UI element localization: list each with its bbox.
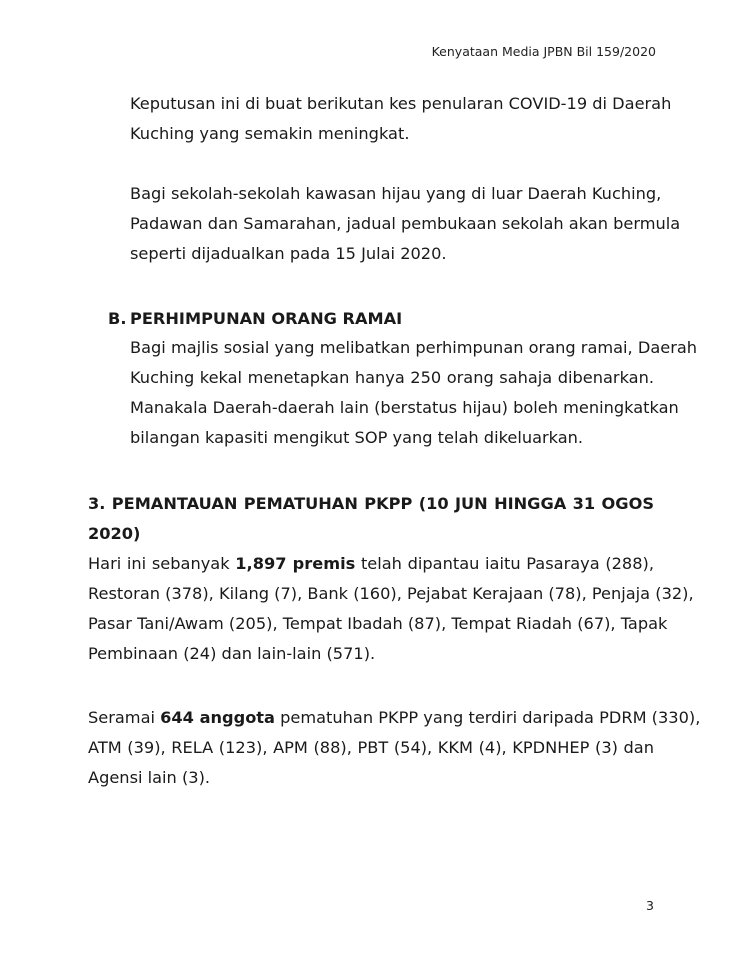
section-3-heading	[88, 489, 654, 549]
text-line	[88, 703, 701, 733]
text-segment: telah dipantau iaitu Pasaraya (288),	[355, 554, 654, 573]
section-3-heading-line: 3. PEMANTAUAN PEMATUHAN PKPP (10 JUN HINGGA 31 OGOS	[88, 494, 654, 513]
text-segment: Seramai	[88, 708, 161, 727]
text-line: Pasar Tani/Awam (205), Tempat Ibadah (87), Tempat Riadah (67), Tapak	[88, 614, 668, 633]
text-line	[88, 549, 654, 579]
text-line: bilangan kapasiti mengikut SOP yang telah dikeluarkan.	[130, 428, 584, 447]
text-line: Pembinaan (24) dan lain-lain (571).	[88, 644, 376, 663]
section-3-members-paragraph	[88, 703, 701, 793]
text-line: Kuching kekal menetapkan hanya 250 orang sahaja dibenarkan.	[130, 368, 654, 387]
section-b-heading	[108, 305, 402, 333]
section-b-body	[130, 333, 698, 453]
text-line: Padawan dan Samarahan, jadual pembukaan sekolah akan bermula	[130, 214, 681, 233]
text-line: Bagi sekolah-sekolah kawasan hijau yang di luar Daerah Kuching,	[130, 184, 662, 203]
section-b-title: PERHIMPUNAN ORANG RAMAI	[130, 309, 403, 328]
document-reference: Kenyataan Media JPBN Bil 159/2020	[431, 44, 656, 59]
text-line: Restoran (378), Kilang (7), Bank (160), Pejabat Kerajaan (78), Penjaja (32),	[88, 584, 694, 603]
members-count: 644 anggota	[160, 708, 275, 727]
page-number: 3	[646, 898, 654, 913]
text-line: Bagi majlis sosial yang melibatkan perhimpunan orang ramai, Daerah	[130, 338, 698, 357]
text-segment: pematuhan PKPP yang terdiri daripada PDRM (330),	[274, 708, 701, 727]
premises-count: 1,897 premis	[235, 554, 356, 573]
text-line: ATM (39), RELA (123), APM (88), PBT (54), KKM (4), KPDNHEP (3) dan	[88, 738, 654, 757]
text-line: seperti dijadualkan pada 15 Julai 2020.	[130, 244, 447, 263]
text-line: Agensi lain (3).	[88, 768, 211, 787]
text-line: Manakala Daerah-daerah lain (berstatus hijau) boleh meningkatkan	[130, 398, 679, 417]
section-3-heading-line: 2020)	[88, 524, 141, 543]
text-line: Keputusan ini di buat berikutan kes penularan COVID-19 di Daerah	[130, 94, 672, 113]
text-line: Kuching yang semakin meningkat.	[130, 124, 410, 143]
text-segment: Hari ini sebanyak	[88, 554, 236, 573]
paragraph-decision	[130, 89, 672, 149]
section-3-premises-paragraph	[88, 549, 694, 669]
paragraph-green-schools	[130, 179, 681, 269]
section-b-letter: B.	[108, 309, 127, 328]
